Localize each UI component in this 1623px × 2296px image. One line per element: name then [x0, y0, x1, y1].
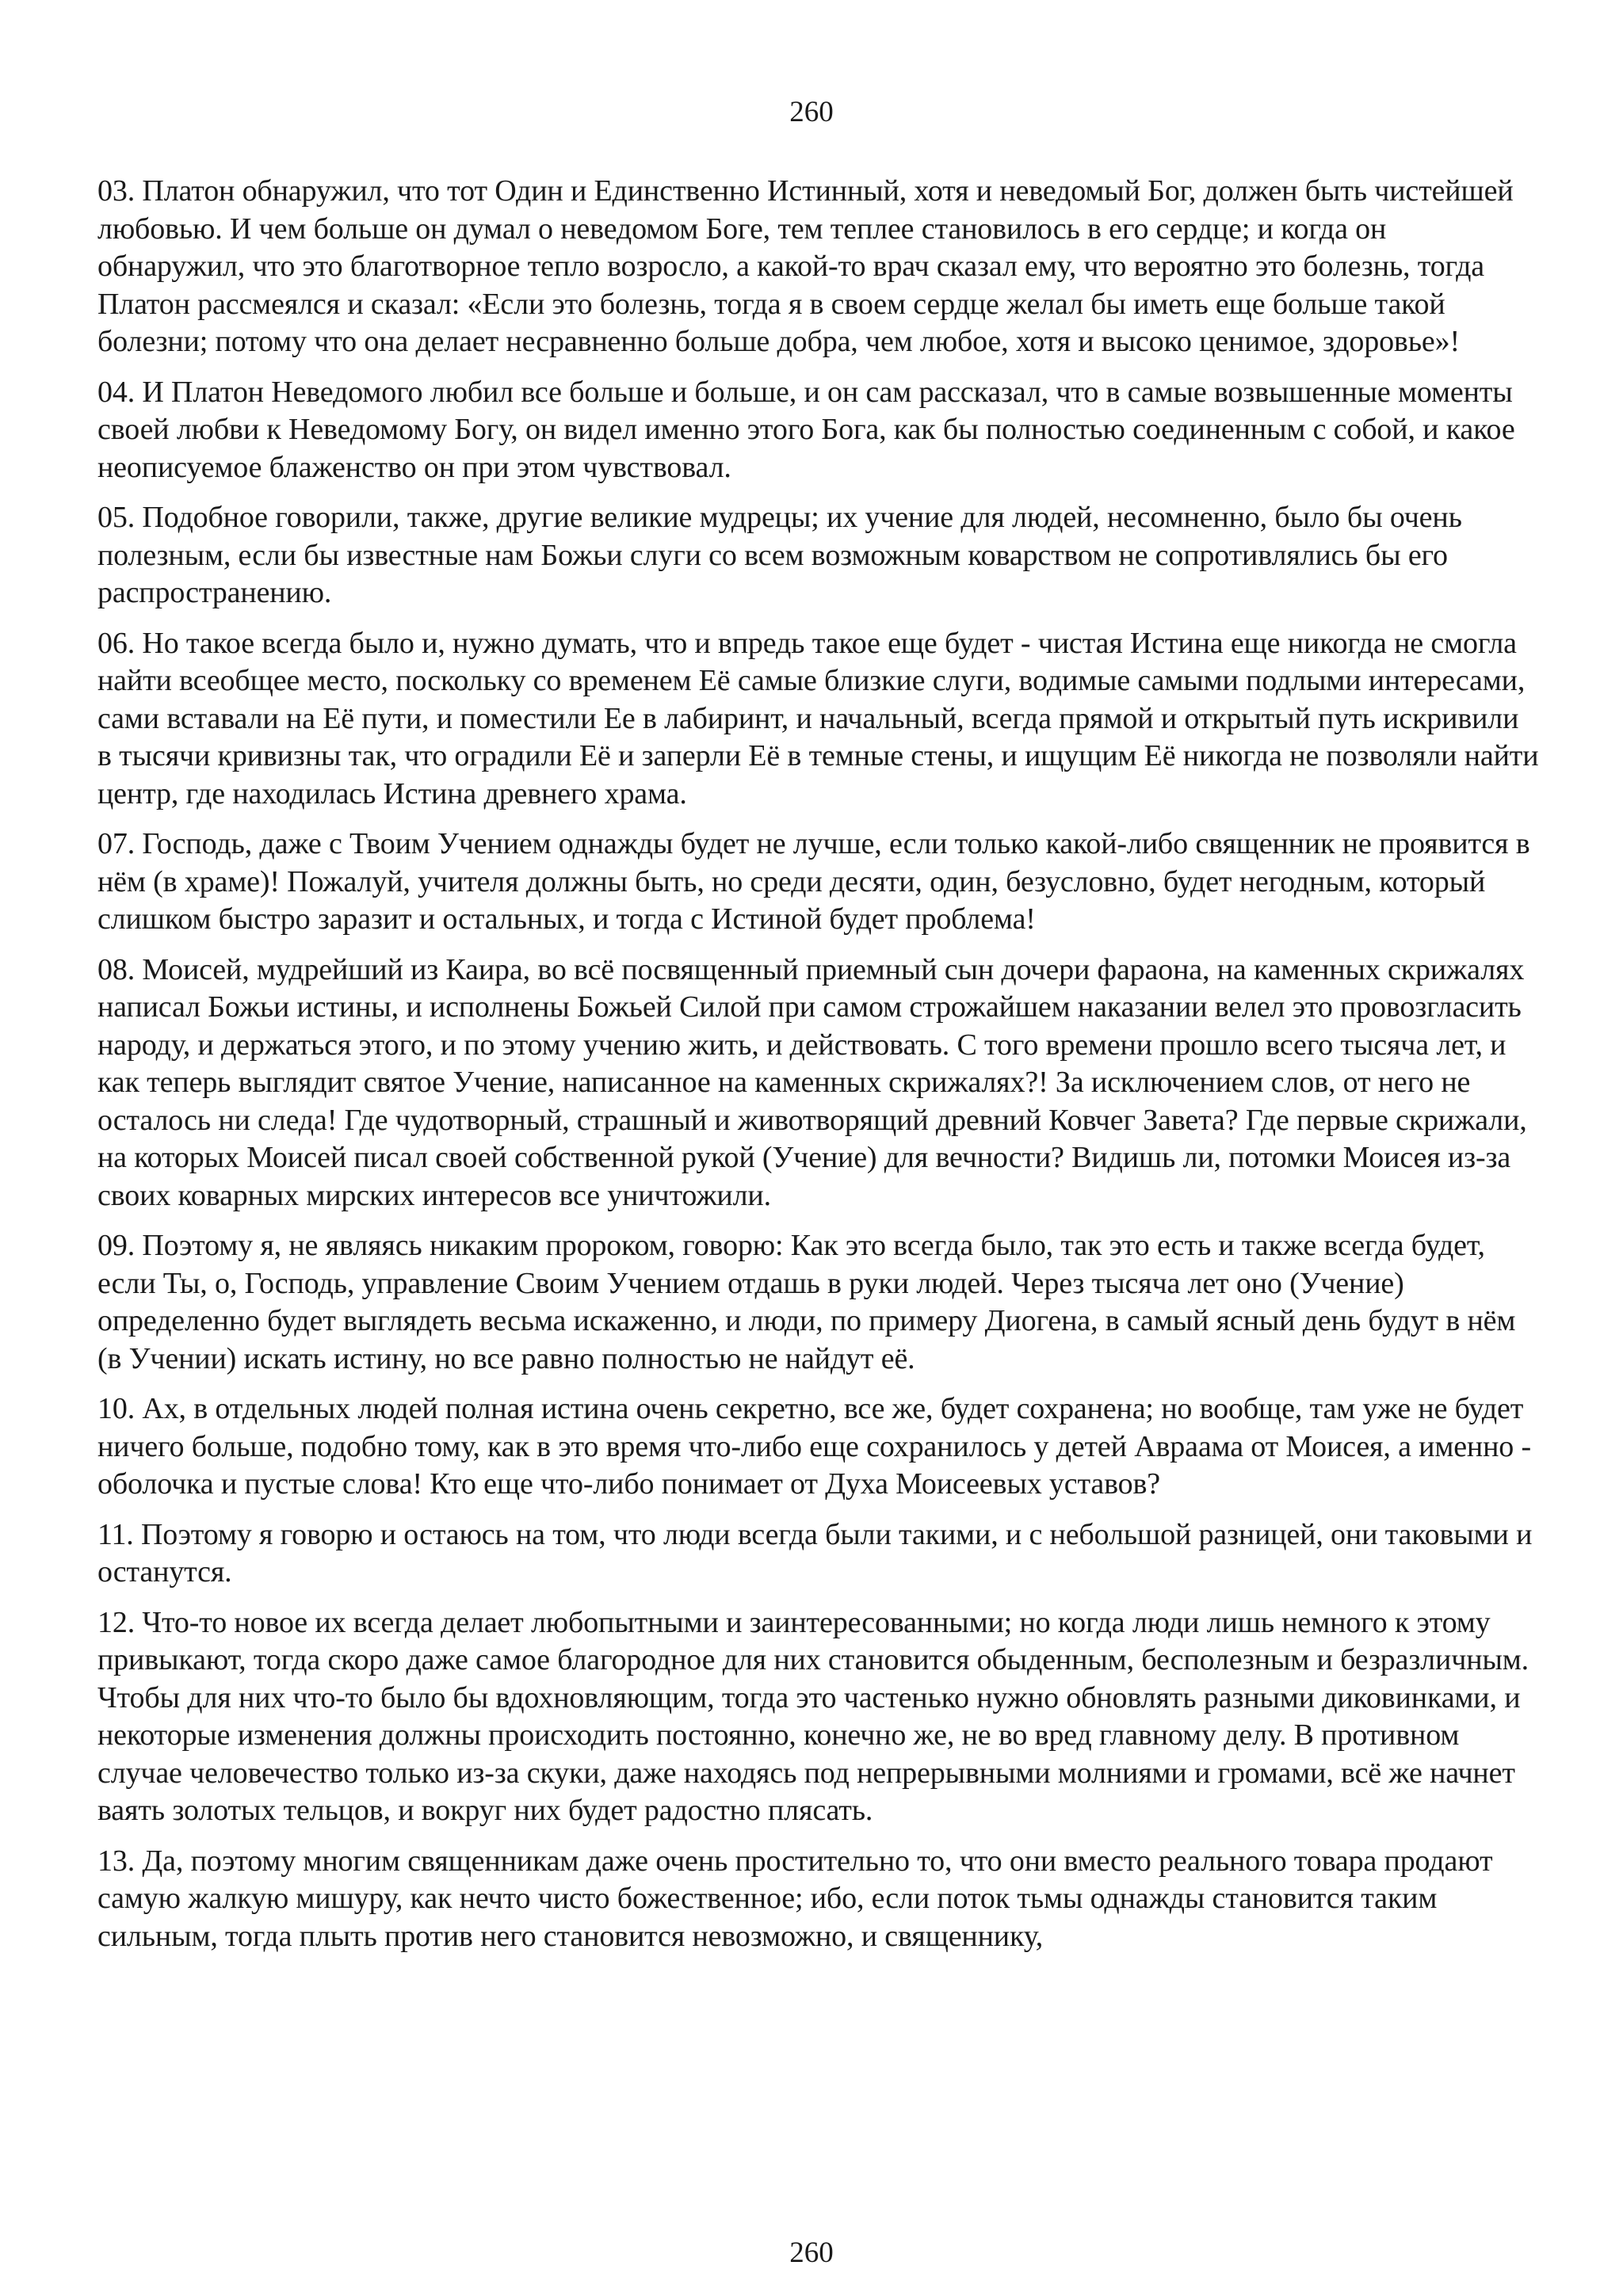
paragraph-12: 12. Что-то новое их всегда делает любопытными и заинтересованными; но когда люди лишь немного к этому привыкают, тогда скоро даже самое благородное для них становится обыденным, бесполезным и безразличным. Чтобы для них что-то было бы вдохновляющим, тогда это частенько нужно обновлять разными диковинками, и некоторые изменения должны происходить постоянно, конечно же, не во вред главному делу. В противном случае человечество только из-за скуки, даже находясь под непрерывными молниями и громами, всё же начнет ваять золотых тельцов, и вокруг них будет радостно плясать. [97, 1605, 1529, 1827]
paragraph-06: 06. Но такое всегда было и, нужно думать, что и впредь такое еще будет - чистая Истина еще никогда не смогла найти всеобщее место, поскольку со временем Её самые близкие слуги, водимые самыми подлыми интересами, сами вставали на Её пути, и поместили Ее в лабиринт, и начальный, всегда прямой и открытый путь искривили в тысячи кривизны так, что оградили Её и заперли Её в темные стены, и ищущим Её никогда не позволяли найти центр, где находилась Истина древнего храма. [97, 626, 1539, 810]
paragraph-05: 05. Подобное говорили, также, другие великие мудрецы; их учение для людей, несомненно, было бы очень полезным, если бы известные нам Божьи слуги со всем возможным коварством не сопротивлялись бы его распространению. [97, 501, 1462, 609]
paragraph-10: 10. Ах, в отдельных людей полная истина очень секретно, все же, будет сохранена; но вообще, там уже не будет ничего больше, подобно тому, как в это время что-либо еще сохранилось у детей Авраама от Моисея, а именно - оболочка и пустые слова! Кто еще что-либо понимает от Духа Моисеевых уставов? [97, 1392, 1532, 1501]
paragraph-09: 09. Поэтому я, не являясь никаким пророком, говорю: Как это всегда было, так это есть и также всегда будет, если Ты, о, Господь, управление Своим Учением отдашь в руки людей. Через тысяча лет оно (Учение) определенно будет выглядеть весьма искаженно, и люди, по примеру Диогена, в самый ясный день будут в нём (в Учении) искать истину, но все равно полностью не найдут её. [97, 1229, 1516, 1375]
paragraph-04: 04. И Платон Неведомого любил все больше и больше, и он сам рассказал, что в самые возвышенные моменты своей любви к Неведомому Богу, он видел именно этого Бога, как бы полностью соединенным с собой, и какое неописуемое блаженство он при этом чувствовал. [97, 375, 1515, 484]
paragraph-03: 03. Платон обнаружил, что тот Один и Единственно Истинный, хотя и неведомый Бог, должен быть чистейшей любовью. И чем больше он думал о неведомом Боге, тем теплее становилось в его сердце; и когда он обнаружил, что это благотворное тепло возросло, а какой-то врач сказал ему, что вероятно это болезнь, тогда Платон рассмеялся и сказал: «Если это болезнь, тогда я в своем сердце желал бы иметь еще больше такой болезни; потому что она делает несравненно больше добра, чем любое, хотя и высоко ценимое, здоровье»! [97, 174, 1514, 358]
page-number-top: 260 [789, 96, 834, 128]
paragraph-11: 11. Поэтому я говорю и остаюсь на том, что люди всегда были такими, и с небольшой разницей, они таковыми и останутся. [97, 1517, 1533, 1589]
paragraph-07: 07. Господь, даже с Твоим Учением однажды будет не лучше, если только какой-либо священник не проявится в нём (в храме)! Пожалуй, учителя должны быть, но среди десяти, один, безусловно, будет негодным, который слишком быстро заразит и остальных, и тогда с Истиной будет проблема! [97, 827, 1530, 936]
paragraph-08: 08. Моисей, мудрейший из Каира, во всё посвященный приемный сын дочери фараона, на каменных скрижалях написал Божьи истины, и исполнены Божьей Силой при самом строжайшем наказании велел это провозгласить народу, и держаться этого, и по этому учению жить, и действовать. С того времени прошло всего тысяча лет, и как теперь выглядит святое Учение, написанное на каменных скрижалях?! За исключением слов, от него не осталось ни следа! Где чудотворный, страшный и животворящий древний Ковчег Завета? Где первые скрижали, на которых Моисей писал своей собственной рукой (Учение) для вечности? Видишь ли, потомки Моисея из-за своих коварных мирских интересов все уничтожили. [97, 952, 1527, 1212]
page-number-bottom: 260 [789, 2237, 834, 2269]
page-body [97, 173, 1540, 1968]
paragraph-13: 13. Да, поэтому многим священникам даже очень простительно то, что они вместо реального товара продают самую жалкую мишуру, как нечто чисто божественное; ибо, если поток тьмы однажды становится таким сильным, тогда плыть против него становится невозможно, и священнику, [97, 1844, 1493, 1953]
